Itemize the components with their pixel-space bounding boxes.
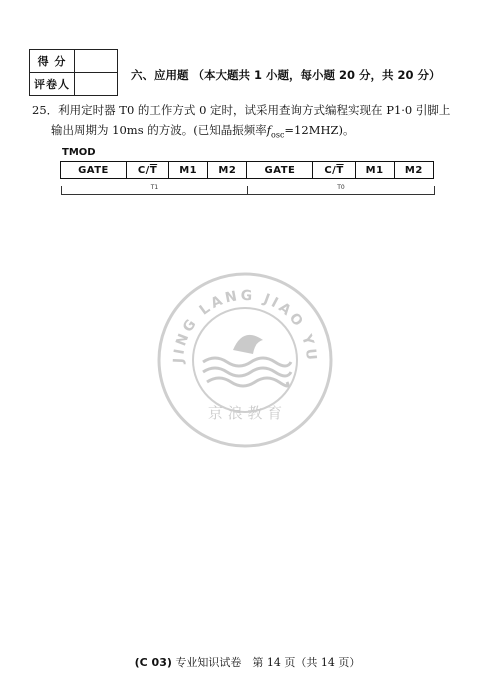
tmod-register-table (60, 161, 434, 179)
grader-label: 评卷人 (30, 73, 75, 96)
freq-symbol: f (266, 123, 272, 137)
footer-code: (C 03) (134, 656, 172, 669)
tmod-bit-m1-t0: M1 (355, 162, 394, 179)
watermark-logo (155, 270, 335, 450)
t0-bracket (247, 186, 435, 195)
grader-blank (75, 73, 118, 96)
t1-bracket (61, 186, 248, 195)
tmod-bit-ct-t0: $C/\overline{T}$ (313, 162, 355, 179)
question-line-1: 25．利用定时器 T0 的工作方式 0 定时，试采用查询方式编程实现在 P1·0 引脚上 (32, 103, 451, 117)
footer-text: 专业知识试卷 第 14 页（共 14 页） (175, 656, 361, 669)
watermark-chinese: 京 浪 教 育 (207, 404, 283, 422)
tmod-bit-m1-t1: M1 (169, 162, 208, 179)
t1-label: T1 (150, 184, 159, 191)
section-title: 六、应用题 （本大题共 1 小题，每小题 20 分，共 20 分） (131, 68, 441, 82)
watermark-arc-text: JING LANG JIAO YU (170, 287, 320, 364)
freq-subscript: osc (271, 130, 285, 140)
question-25 (32, 100, 472, 145)
question-line-2-post: =12MHZ)。 (284, 123, 355, 137)
score-blank (75, 50, 118, 73)
page-footer (0, 654, 495, 670)
tmod-bit-m2-t0: M2 (394, 162, 433, 179)
score-box (29, 49, 118, 96)
question-line-2 (32, 120, 472, 145)
tmod-label: TMOD (62, 147, 96, 158)
question-line-2-pre: 输出周期为 10ms 的方波。(已知晶振频率 (51, 123, 267, 137)
tmod-bit-gate-t0: GATE (247, 162, 313, 179)
tmod-bit-ct-t1: $C/\overline{T}$ (126, 162, 168, 179)
score-label: 得 分 (30, 50, 75, 73)
tmod-bit-m2-t1: M2 (208, 162, 247, 179)
t0-label: T0 (337, 184, 345, 191)
tmod-bit-gate-t1: GATE (61, 162, 127, 179)
